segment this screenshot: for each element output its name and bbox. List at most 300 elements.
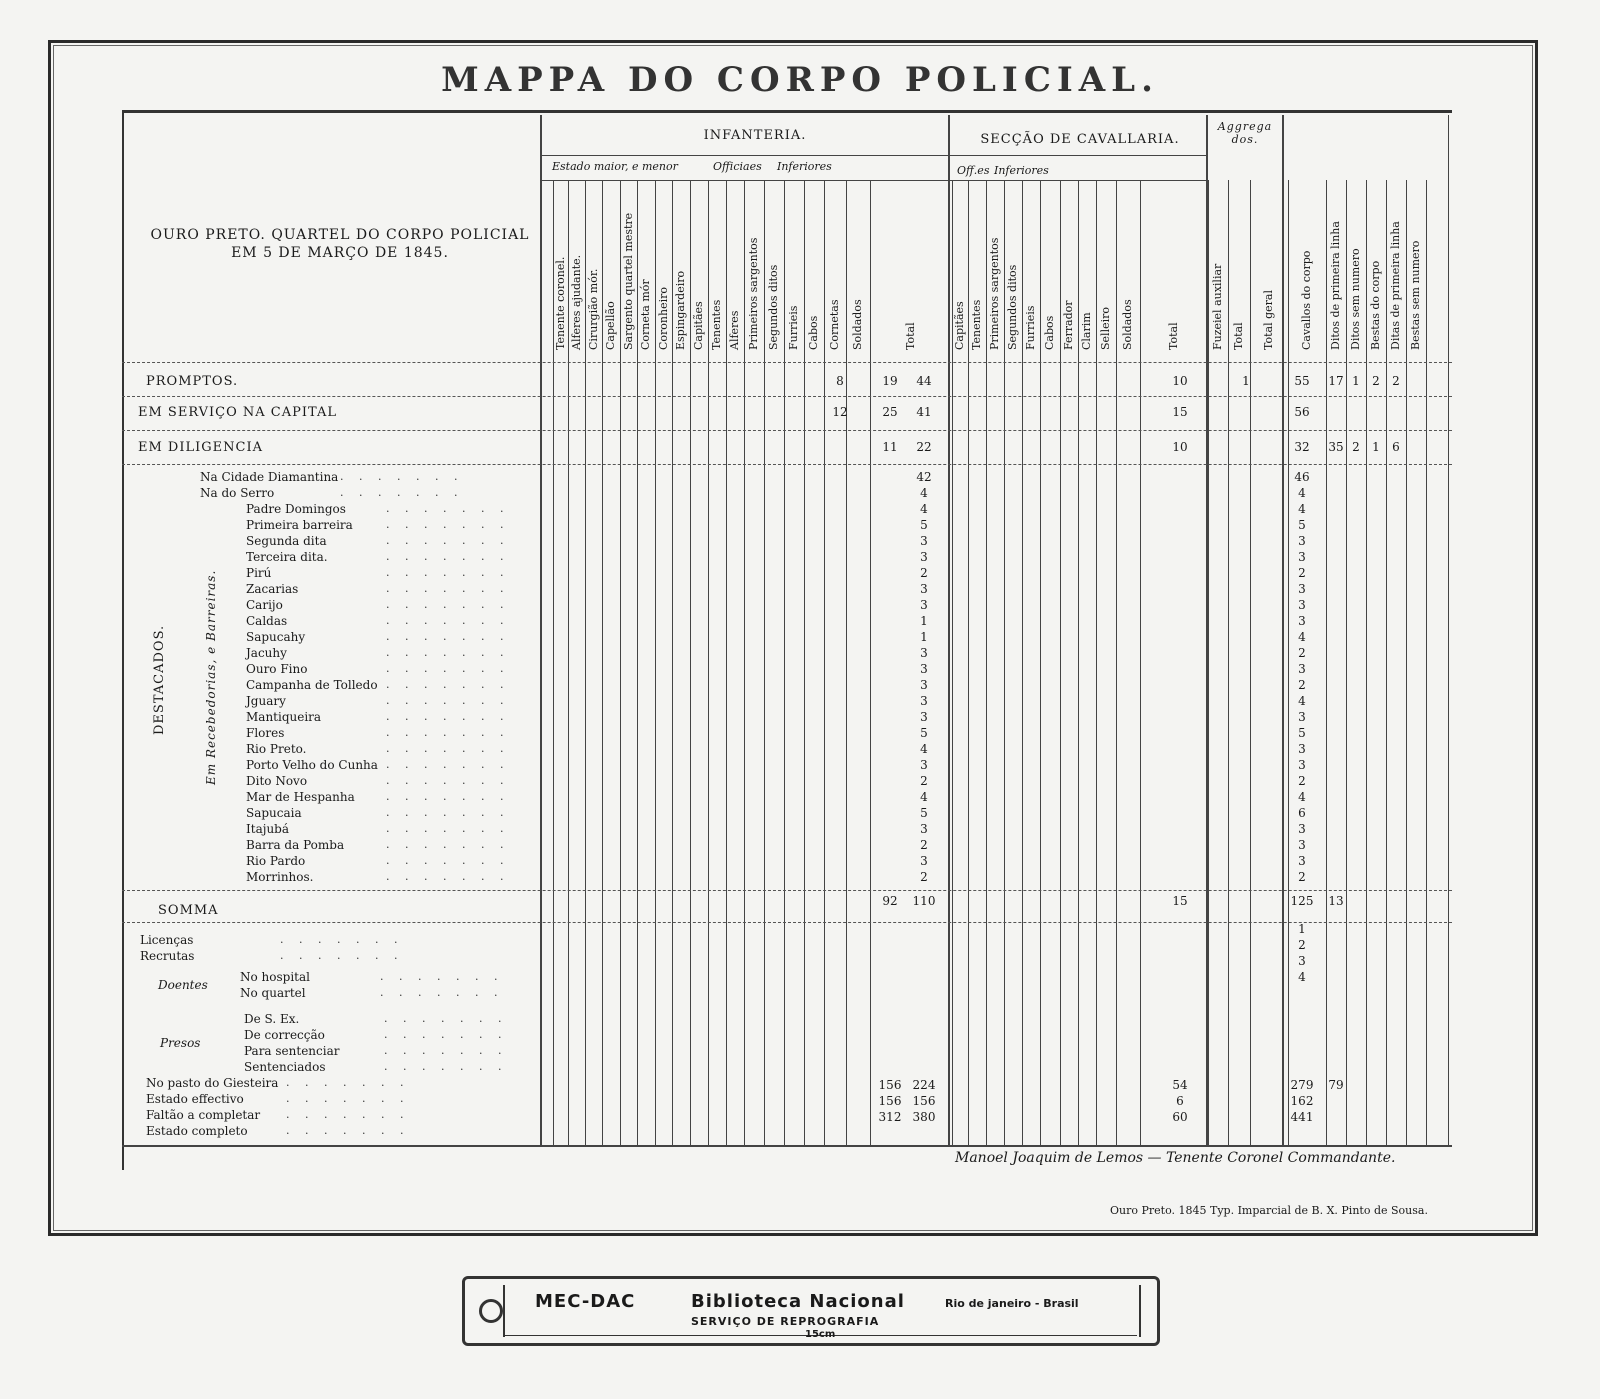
final-row-label: Estado effectivo — [146, 1092, 244, 1106]
leader-dots: . . . . . . . — [286, 1108, 410, 1121]
destacado-label: Padre Domingos — [246, 502, 346, 516]
column-header-label: Capellão — [604, 301, 617, 350]
cell-total-geral: 6 — [1298, 806, 1306, 820]
cell-cav_1l: 2 — [1352, 440, 1360, 454]
cell-total-inf: 3 — [920, 854, 928, 868]
column-header — [675, 190, 689, 350]
subgroup-inf-cav: Inferiores — [994, 164, 1049, 177]
destacado-label: Caldas — [246, 614, 288, 628]
column-header-label: Furrieis — [1024, 305, 1037, 350]
column-rule — [602, 180, 603, 1145]
column-rule — [1078, 180, 1079, 1145]
cell-cav_1l: 1 — [1352, 374, 1360, 388]
subgroup-inferiores: Inferiores — [777, 160, 832, 173]
column-header — [905, 190, 919, 350]
column-header-label: Total — [1232, 322, 1245, 350]
place-date — [140, 226, 540, 262]
column-header-label: Tenente coronel. — [553, 256, 567, 350]
cell-total-inf: 2 — [920, 838, 928, 852]
column-header — [1122, 190, 1136, 350]
rule-aggr-divider — [1206, 115, 1208, 1145]
column-header-label: Ditos de primeira linha — [1329, 221, 1342, 350]
cell-total-inf: 3 — [920, 598, 928, 612]
destacado-label: Na Cidade Diamantina — [200, 470, 339, 484]
destacado-label: Segunda dita — [246, 534, 327, 548]
column-rule — [655, 180, 656, 1145]
column-rule — [1288, 180, 1289, 1145]
column-header — [768, 190, 782, 350]
column-header-label: Primeiros sargentos — [747, 237, 760, 350]
stamp-service: SERVIÇO DE REPROGRAFIA — [691, 1315, 880, 1328]
column-rule — [1366, 180, 1367, 1145]
cell-lower-total: 3 — [1298, 954, 1306, 968]
leader-dots: . . . . . . . — [280, 933, 404, 946]
column-header-label: Soldados — [1121, 299, 1134, 350]
column-header-label: Tenentes — [970, 299, 983, 350]
leader-dots: . . . . . . . — [386, 838, 510, 851]
cell-total-inf: 3 — [920, 582, 928, 596]
cell-total-inf: 5 — [920, 806, 928, 820]
cell-aggr: 1 — [1242, 374, 1250, 388]
column-header-label: Sargento quartel mestre — [621, 212, 635, 350]
leader-dots: . . . . . . . — [384, 1060, 508, 1073]
cell-geral: 441 — [1290, 1110, 1314, 1124]
leader-dots: . . . . . . . — [386, 534, 510, 547]
cell-total-inf: 4 — [920, 502, 928, 516]
leader-dots: . . . . . . . — [386, 790, 510, 803]
group-aggregados: Aggrega dos. — [1217, 120, 1273, 146]
cell-total-geral: 3 — [1298, 758, 1306, 772]
document-title: MAPPA DO CORPO POLICIAL. — [441, 60, 1159, 100]
column-header — [1263, 190, 1277, 350]
leader-dots: . . . . . . . — [386, 550, 510, 563]
column-rule — [690, 180, 691, 1145]
row-rule — [122, 922, 1452, 923]
destacado-label: Rio Preto. — [246, 742, 307, 756]
cell-total_cav: 15 — [1172, 894, 1188, 908]
column-header — [1301, 190, 1315, 350]
cell-total_inf: 41 — [916, 405, 932, 419]
column-rule — [1060, 180, 1061, 1145]
cell-soldados: 156 — [878, 1094, 902, 1108]
cell-geral: 125 — [1290, 894, 1314, 908]
cell-total-inf: 3 — [920, 758, 928, 772]
cell-total-inf: 2 — [920, 870, 928, 884]
leader-dots: . . . . . . . — [386, 630, 510, 643]
column-header — [588, 190, 602, 350]
column-rule — [1386, 180, 1387, 1145]
leader-dots: . . . . . . . — [386, 582, 510, 595]
row-promptos: PROMPTOS. — [146, 374, 239, 389]
cell-total_cav: 60 — [1172, 1110, 1188, 1124]
column-header-label: Capitães — [953, 301, 966, 350]
leader-dots: . . . . . . . — [386, 694, 510, 707]
destacado-label: Primeira barreira — [246, 518, 353, 532]
column-header-label: Alferes ajudante. — [569, 254, 583, 350]
cell-total-inf: 3 — [920, 662, 928, 676]
column-rule — [1208, 180, 1209, 1145]
column-header — [1370, 190, 1384, 350]
final-row-label: Faltão a completar — [146, 1108, 261, 1122]
destacado-label: Itajubá — [246, 822, 290, 836]
column-header — [658, 190, 672, 350]
destacado-label: Mantiqueira — [246, 710, 322, 724]
cell-total-geral: 3 — [1298, 534, 1306, 548]
column-header-label: Espingardeiro — [674, 270, 687, 350]
cell-total-inf: 2 — [920, 774, 928, 788]
stamp-library: Biblioteca Nacional — [691, 1291, 905, 1312]
stamp-scale: 15cm — [805, 1329, 836, 1340]
column-header-label: Segundos ditos — [767, 264, 780, 350]
cell-total-inf: 3 — [920, 694, 928, 708]
doentes-label: No hospital — [240, 970, 310, 984]
column-header — [1025, 190, 1039, 350]
leader-dots: . . . . . . . — [340, 486, 464, 499]
column-rule — [672, 180, 673, 1145]
label-doentes: Doentes — [158, 978, 208, 992]
column-header — [571, 190, 585, 350]
cell-total-inf: 5 — [920, 518, 928, 532]
cell-cav_corpo: 79 — [1328, 1078, 1344, 1092]
label-recebedorias: Em Recebedorias, e Barreiras. — [204, 569, 218, 785]
column-rule — [1228, 180, 1229, 1145]
cell-geral: 279 — [1290, 1078, 1314, 1092]
destacado-label: Morrinhos. — [246, 870, 314, 884]
leader-dots: . . . . . . . — [386, 518, 510, 531]
column-header-label: Bestas sem numero — [1409, 240, 1422, 350]
column-rule — [952, 180, 953, 1145]
column-header-label: Segundos ditos — [1006, 264, 1019, 350]
presos-label: De S. Ex. — [244, 1012, 300, 1026]
rule-right-edge — [1448, 115, 1449, 1145]
cell-total-geral: 3 — [1298, 854, 1306, 868]
cell-total_cav: 10 — [1172, 440, 1188, 454]
row-rule — [122, 464, 1452, 465]
cell-total-geral: 2 — [1298, 774, 1306, 788]
imprint: Ouro Preto. 1845 Typ. Imparcial de B. X. Pinto de Sousa. — [1110, 1204, 1428, 1217]
destacado-label: Porto Velho do Cunha — [246, 758, 378, 772]
presos-label: Sentenciados — [244, 1060, 326, 1074]
column-header-label: Tenentes — [710, 299, 723, 350]
destacado-label: Mar de Hespanha — [246, 790, 355, 804]
destacado-label: Sapucaia — [246, 806, 302, 820]
destacado-label: Barra da Pomba — [246, 838, 345, 852]
column-rule — [553, 180, 554, 1145]
column-header — [1044, 190, 1058, 350]
column-header — [1390, 190, 1404, 350]
leader-dots: . . . . . . . — [386, 662, 510, 675]
destacado-label: Jacuhy — [246, 646, 287, 660]
column-header — [1100, 190, 1114, 350]
cell-total-inf: 1 — [920, 630, 928, 644]
final-row-label: Estado completo — [146, 1124, 248, 1138]
row-rule — [122, 396, 1452, 397]
column-header — [555, 190, 569, 350]
destacado-label: Rio Pardo — [246, 854, 306, 868]
column-header — [711, 190, 725, 350]
cell-lower-total: 1 — [1298, 922, 1306, 936]
column-header — [640, 190, 654, 350]
cell-lower-total: 4 — [1298, 970, 1306, 984]
cell-total-geral: 3 — [1298, 742, 1306, 756]
destacado-label: Flores — [246, 726, 285, 740]
leader-dots: . . . . . . . — [380, 970, 504, 983]
leader-dots: . . . . . . . — [386, 598, 510, 611]
cell-soldados: 11 — [882, 440, 898, 454]
column-header-label: Clarim — [1080, 312, 1093, 350]
cell-geral: 55 — [1294, 374, 1310, 388]
column-header — [729, 190, 743, 350]
column-rule — [1346, 180, 1347, 1145]
column-rule — [637, 180, 638, 1145]
leader-dots: . . . . . . . — [380, 986, 504, 999]
cell-total-inf: 5 — [920, 726, 928, 740]
row-rule — [122, 430, 1452, 431]
column-header-label: Selleiro — [1099, 307, 1112, 350]
destacado-label: Jguary — [246, 694, 286, 708]
group-cavallaria: SECÇÃO DE CAVALLARIA. — [980, 132, 1180, 147]
rule-geral-divider — [1282, 115, 1284, 1145]
destacado-label: Na do Serro — [200, 486, 275, 500]
column-rule — [986, 180, 987, 1145]
cell-total-geral: 3 — [1298, 582, 1306, 596]
rule-group-header — [540, 155, 1208, 156]
column-header — [1168, 190, 1182, 350]
column-rule — [1250, 180, 1251, 1145]
destacado-label: Sapucahy — [246, 630, 306, 644]
leader-dots: . . . . . . . — [386, 710, 510, 723]
destacado-label: Ouro Fino — [246, 662, 308, 676]
column-header-label: Total geral — [1262, 290, 1275, 350]
stamp-city: Rio de janeiro - Brasil — [945, 1297, 1079, 1310]
column-rule — [1406, 180, 1407, 1145]
column-header-label: Total — [904, 322, 917, 350]
place-line-2: EM 5 DE MARÇO DE 1845. — [231, 245, 449, 261]
cell-soldados: 92 — [882, 894, 898, 908]
leader-dots: . . . . . . . — [386, 742, 510, 755]
cell-total_inf: 110 — [912, 894, 936, 908]
cell-total_inf: 156 — [912, 1094, 936, 1108]
leader-dots: . . . . . . . — [384, 1012, 508, 1025]
cell-total-geral: 4 — [1298, 790, 1306, 804]
destacado-label: Carijo — [246, 598, 283, 612]
column-header-label: Cabos — [1043, 315, 1056, 350]
destacado-label: Zacarias — [246, 582, 299, 596]
cell-geral: 56 — [1294, 405, 1310, 419]
destacado-label: Terceira dita. — [246, 550, 328, 564]
column-rule — [1140, 180, 1141, 1145]
column-header — [1233, 190, 1247, 350]
column-rule — [568, 180, 569, 1145]
leader-dots: . . . . . . . — [386, 726, 510, 739]
column-rule — [1096, 180, 1097, 1145]
cell-total-geral: 2 — [1298, 870, 1306, 884]
cell-total-inf: 3 — [920, 550, 928, 564]
signature: Manoel Joaquim de Lemos — Tenente Coronel Commandante. — [955, 1150, 1396, 1166]
column-header — [829, 190, 843, 350]
place-line-1: OURO PRETO. QUARTEL DO CORPO POLICIAL — [150, 227, 530, 243]
leader-dots: . . . . . . . — [386, 566, 510, 579]
leader-dots: . . . . . . . — [286, 1092, 410, 1105]
cell-total_cav: 54 — [1172, 1078, 1188, 1092]
cell-total_inf: 22 — [916, 440, 932, 454]
leader-dots: . . . . . . . — [386, 822, 510, 835]
stamp-org: MEC-DAC — [535, 1291, 636, 1312]
column-header-label: Cabos — [807, 315, 820, 350]
cell-total-geral: 3 — [1298, 662, 1306, 676]
cell-total_cav: 15 — [1172, 405, 1188, 419]
cell-total-inf: 3 — [920, 822, 928, 836]
column-header-label: Cornetas — [828, 299, 841, 350]
cell-soldados: 312 — [878, 1110, 902, 1124]
column-header-label: Coronheiro — [656, 287, 670, 350]
column-rule — [1040, 180, 1041, 1145]
stamp-hole-icon — [479, 1299, 503, 1323]
cell-cabos: 12 — [832, 405, 848, 419]
rule-subgroup-header — [540, 180, 1208, 181]
column-rule — [1004, 180, 1005, 1145]
cell-total-geral: 5 — [1298, 726, 1306, 740]
column-header-label: Cirurgião mór. — [586, 268, 600, 350]
column-header — [748, 190, 762, 350]
column-header — [808, 190, 822, 350]
column-rule — [1326, 180, 1327, 1145]
column-header — [605, 190, 619, 350]
column-header-label: Capitães — [692, 301, 705, 350]
doentes-label: No quartel — [240, 986, 306, 1000]
cell-total-inf: 3 — [920, 710, 928, 724]
subgroup-estado: Estado maior, e menor — [552, 160, 678, 173]
column-rule — [1022, 180, 1023, 1145]
row-rule — [122, 890, 1452, 891]
cell-total_inf: 44 — [916, 374, 932, 388]
cell-soldados: 156 — [878, 1078, 902, 1092]
cell-total-geral: 2 — [1298, 646, 1306, 660]
cell-total-geral: 2 — [1298, 566, 1306, 580]
destacado-label: Dito Novo — [246, 774, 308, 788]
column-rule — [824, 180, 825, 1145]
column-header — [693, 190, 707, 350]
cell-bestas: 2 — [1392, 374, 1400, 388]
cell-total-geral: 5 — [1298, 518, 1306, 532]
cell-total-geral: 46 — [1294, 470, 1310, 484]
column-header-label: Total — [1167, 322, 1180, 350]
label-presos: Presos — [160, 1036, 201, 1050]
cell-bestas: 6 — [1392, 440, 1400, 454]
column-header-label: Ferrador — [1062, 300, 1075, 350]
leader-dots: . . . . . . . — [386, 758, 510, 771]
column-header-label: Ditos sem numero — [1349, 248, 1362, 350]
column-header — [1063, 190, 1077, 350]
column-header — [1212, 190, 1226, 350]
column-header-label: Primeiros sargentos — [988, 237, 1001, 350]
row-somma: SOMMA — [158, 903, 219, 918]
column-header-label: Furrieis — [787, 305, 800, 350]
cell-total-geral: 3 — [1298, 822, 1306, 836]
rule-label-divider — [540, 115, 542, 1145]
leader-dots: . . . . . . . — [386, 614, 510, 627]
leader-dots: . . . . . . . — [386, 774, 510, 787]
cell-total-geral: 2 — [1298, 678, 1306, 692]
library-stamp — [462, 1276, 1160, 1346]
column-header — [1350, 190, 1364, 350]
cell-total_cav: 6 — [1176, 1094, 1184, 1108]
cell-cav_corpo: 17 — [1328, 374, 1344, 388]
column-header-label: Ditas de primeira linha — [1389, 221, 1402, 350]
cell-total_inf: 380 — [912, 1110, 936, 1124]
cell-geral: 162 — [1290, 1094, 1314, 1108]
cell-total_cav: 10 — [1172, 374, 1188, 388]
cell-total-inf: 3 — [920, 646, 928, 660]
leader-dots: . . . . . . . — [386, 870, 510, 883]
leader-dots: . . . . . . . — [286, 1076, 410, 1089]
label-destacados: DESTACADOS. — [152, 624, 167, 735]
column-header-label: Fuzeiel auxiliar — [1211, 263, 1224, 350]
row-diligencia: EM DILIGENCIA — [138, 440, 263, 455]
column-rule — [846, 180, 847, 1145]
cell-total-inf: 3 — [920, 534, 928, 548]
column-rule — [708, 180, 709, 1145]
subgroup-officiaes: Officiaes — [713, 160, 762, 173]
cell-total-geral: 4 — [1298, 694, 1306, 708]
column-rule — [804, 180, 805, 1145]
subgroup-off-cav: Off.es — [957, 164, 990, 177]
leader-dots: . . . . . . . — [386, 806, 510, 819]
rule-table-bottom — [122, 1145, 1452, 1147]
column-header-label: Corneta mór — [639, 279, 652, 350]
column-rule — [1116, 180, 1117, 1145]
column-header — [623, 190, 637, 350]
column-rule — [968, 180, 969, 1145]
column-rule — [870, 180, 871, 1145]
group-infanteria: INFANTERIA. — [703, 128, 807, 143]
cell-total-inf: 4 — [920, 486, 928, 500]
cell-cabos: 8 — [836, 374, 844, 388]
cell-total-geral: 3 — [1298, 838, 1306, 852]
leader-dots: . . . . . . . — [384, 1044, 508, 1057]
cell-cav_corpo: 13 — [1328, 894, 1344, 908]
leader-dots: . . . . . . . — [386, 678, 510, 691]
cell-total-geral: 3 — [1298, 598, 1306, 612]
column-header — [954, 190, 968, 350]
leader-dots: . . . . . . . — [386, 646, 510, 659]
cell-total_inf: 224 — [912, 1078, 936, 1092]
cell-total-geral: 3 — [1298, 710, 1306, 724]
cell-cav_sn: 1 — [1372, 440, 1380, 454]
leader-dots: . . . . . . . — [280, 949, 404, 962]
cell-total-geral: 4 — [1298, 502, 1306, 516]
column-header — [1330, 190, 1344, 350]
cell-total-geral: 4 — [1298, 630, 1306, 644]
destacado-label: Campanha de Tolledo — [246, 678, 378, 692]
leader-dots: . . . . . . . — [386, 502, 510, 515]
destacado-label: Pirú — [246, 566, 272, 580]
column-header-label: Alferes — [728, 310, 741, 350]
presos-label: Para sentenciar — [244, 1044, 340, 1058]
column-header-label: Cavallos do corpo — [1300, 250, 1313, 350]
column-header — [1081, 190, 1095, 350]
cell-cav_sn: 2 — [1372, 374, 1380, 388]
row-servico: EM SERVIÇO NA CAPITAL — [138, 405, 338, 420]
final-row-label: No pasto do Giesteira — [146, 1076, 279, 1090]
cell-soldados: 19 — [882, 374, 898, 388]
leader-dots: . . . . . . . — [340, 470, 464, 483]
cell-total-inf: 3 — [920, 678, 928, 692]
column-header — [1007, 190, 1021, 350]
cell-lower-total: 2 — [1298, 938, 1306, 952]
column-rule — [585, 180, 586, 1145]
cell-total-inf: 4 — [920, 742, 928, 756]
